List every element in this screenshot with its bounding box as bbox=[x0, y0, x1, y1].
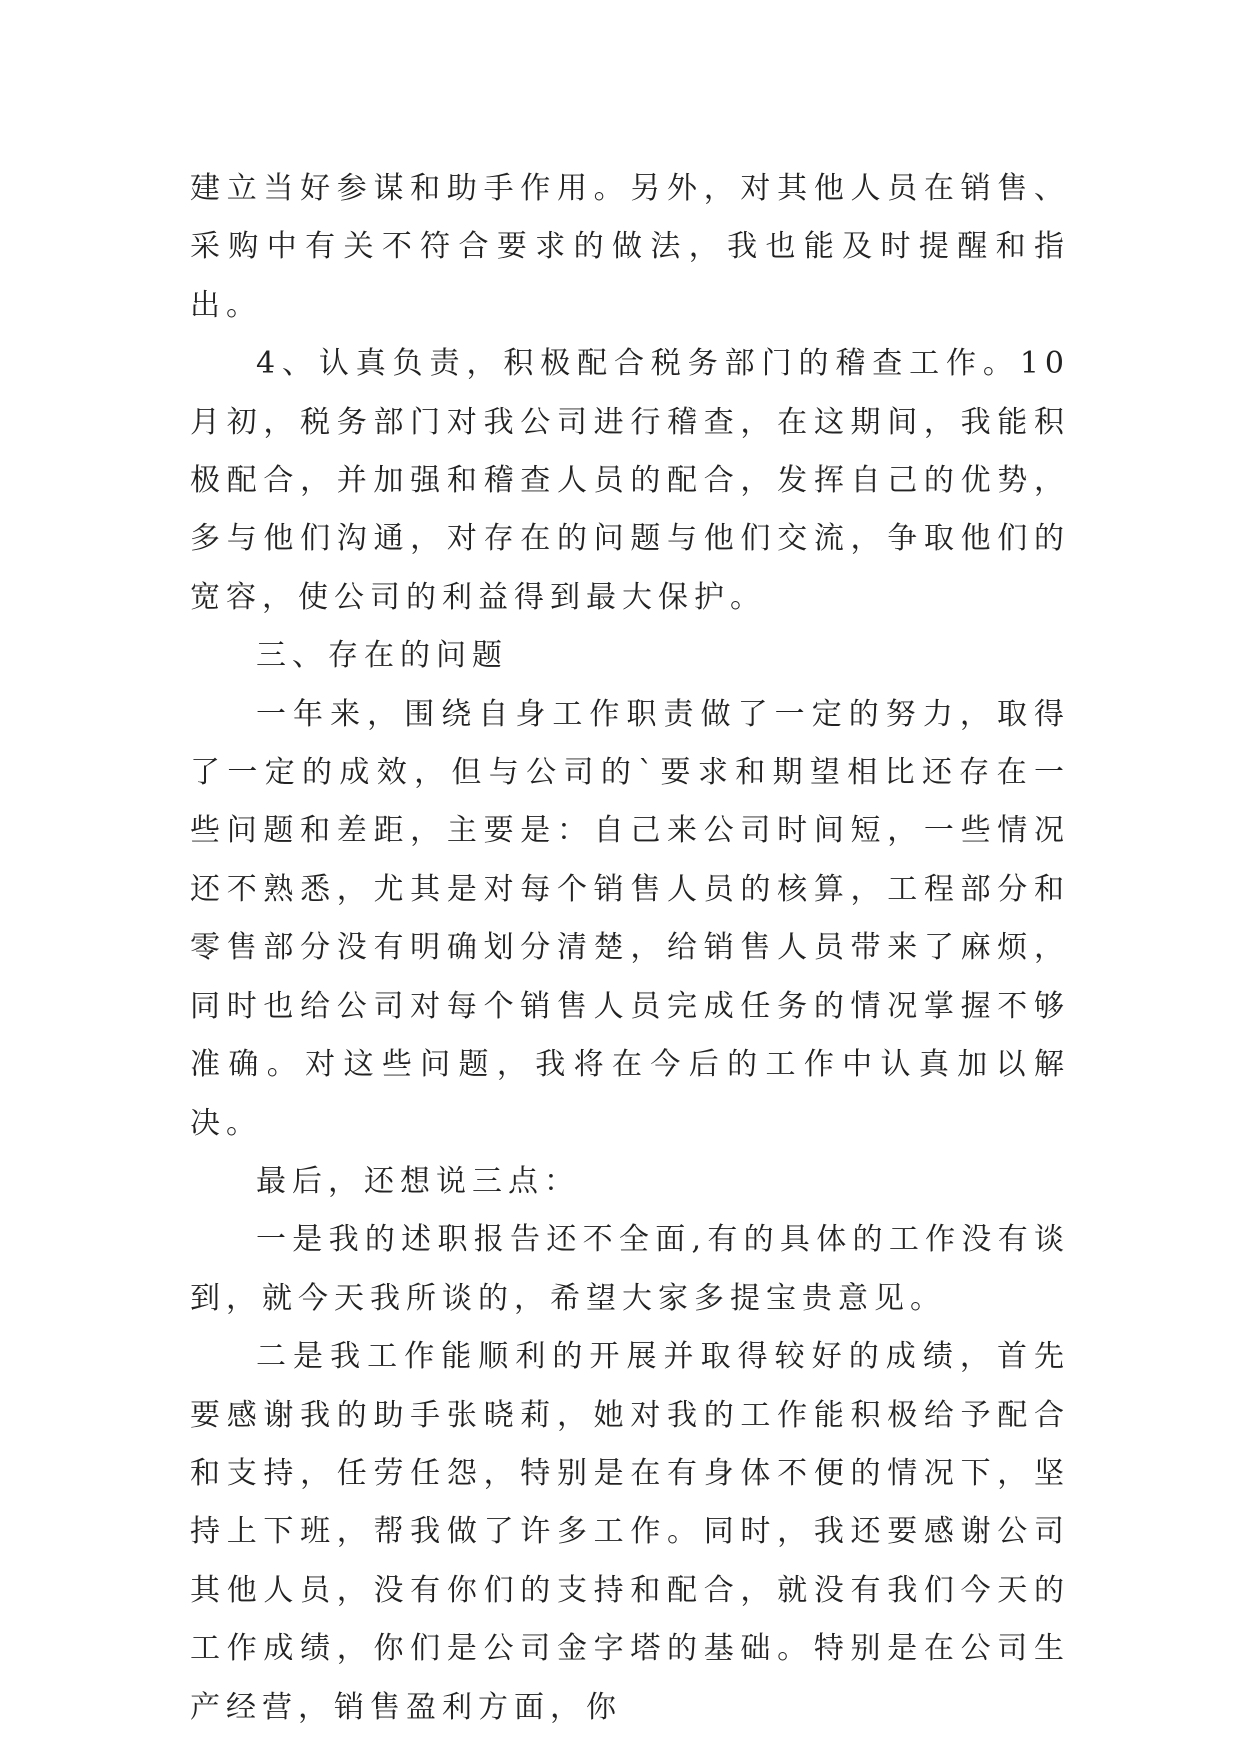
paragraph-tax-audit: 4、认真负责，积极配合税务部门的稽查工作。10月初，税务部门对我公司进行稽查，在这期间，我能积极配合，并加强和稽查人员的配合，发挥自己的优势，多与他们沟通，对存在的问题与他们交流，争取他们的宽容，使公司的利益得到最大保护。 bbox=[190, 346, 1070, 615]
document-body bbox=[190, 160, 1070, 1737]
paragraph-continuation: 建立当好参谋和助手作用。另外，对其他人员在销售、采购中有关不符合要求的做法，我也能及时提醒和指出。 bbox=[190, 171, 1070, 323]
section-heading-problems: 三、存在的问题 bbox=[256, 638, 508, 674]
paragraph-problems: 一年来，围绕自身工作职责做了一定的努力，取得了一定的成效，但与公司的`要求和期望相比还存在一些问题和差距，主要是：自己来公司时间短，一些情况还不熟悉，尤其是对每个销售人员的核算，工程部分和零售部分没有明确划分清楚，给销售人员带来了麻烦，同时也给公司对每个销售人员完成任务的情况掌握不够准确。对这些问题，我将在今后的工作中认真加以解决。 bbox=[190, 696, 1070, 1141]
paragraph-closing-intro: 最后，还想说三点： bbox=[256, 1163, 580, 1199]
paragraph-point-two: 二是我工作能顺利的开展并取得较好的成绩，首先要感谢我的助手张晓莉，她对我的工作能积极给予配合和支持，任劳任怨，特别是在有身体不便的情况下，坚持上下班，帮我做了许多工作。同时，我还要感谢公司其他人员，没有你们的支持和配合，就没有我们今天的工作成绩，你们是公司金字塔的基础。特别是在公司生产经营，销售盈利方面，你 bbox=[190, 1339, 1070, 1725]
paragraph-point-one: 一是我的述职报告还不全面,有的具体的工作没有谈到，就今天我所谈的，希望大家多提宝贵意见。 bbox=[190, 1222, 1070, 1316]
